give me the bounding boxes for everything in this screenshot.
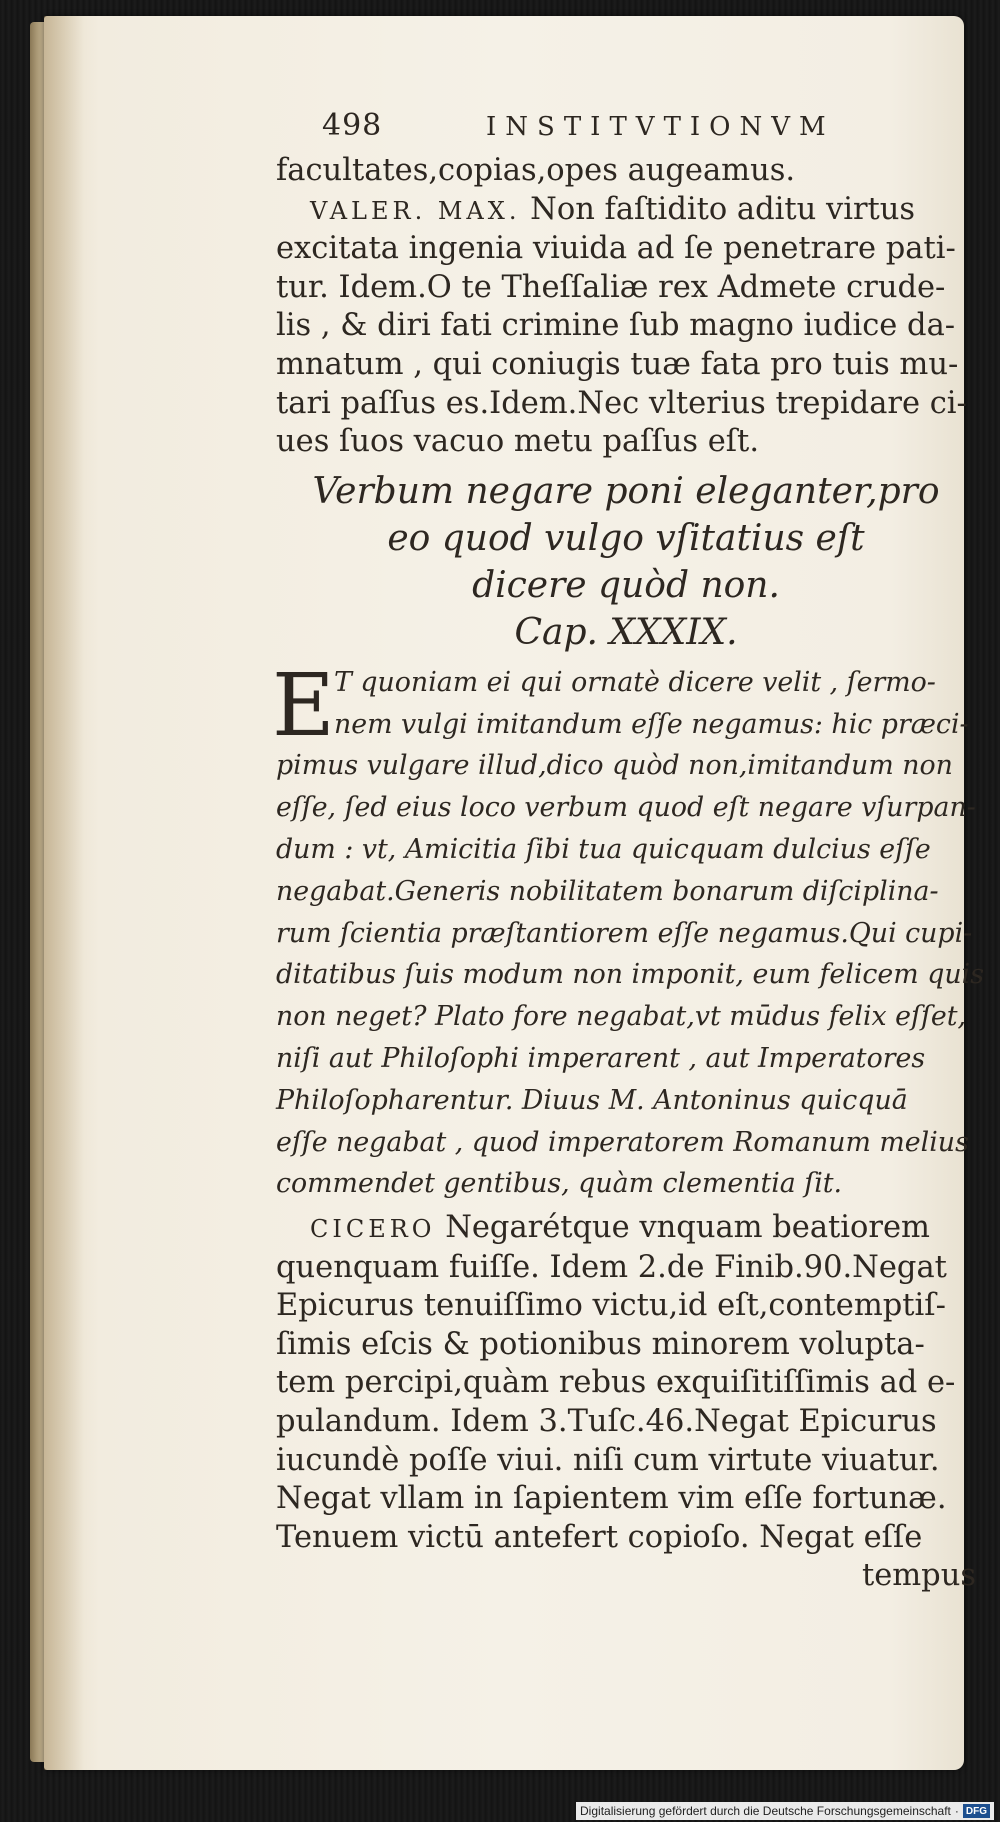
catchword: tempus — [861, 1558, 976, 1594]
text-line: nem vulgi imitandum eſſe negamus: hic præci- — [334, 708, 969, 740]
text-line: tari paſſus es.Idem.Nec vlterius trepidare ci- — [276, 385, 967, 421]
text-line: ues ſuos vacuo metu paſſus eſt. — [276, 424, 760, 460]
text-line: negabat.Generis nobilitatem bonarum diſciplina- — [276, 875, 939, 907]
book-page — [44, 16, 984, 1770]
text-line: Epicurus tenuiſſimo victu,id eſt,contemptiſ- — [276, 1288, 946, 1324]
text-line-fragment: Non faſtidito aditu virtus — [530, 191, 916, 227]
author-name-valerius: VALER. MAX. — [310, 196, 521, 225]
text-line — [276, 1209, 976, 1249]
heading-line: eo quod vulgo vſitatius eſt — [387, 517, 865, 559]
text-line: Negat vllam in ſapientem vim eſſe fortunæ. — [276, 1481, 947, 1517]
chapter-number: Cap. XXXIX. — [514, 611, 738, 653]
text-line: eſſe negabat , quod imperatorem Romanum melius — [276, 1126, 969, 1158]
text-line: dum : vt, Amicitia ſibi tua quicquam dulcius eſſe — [276, 833, 931, 865]
author-name-cicero: CICERO — [310, 1215, 436, 1244]
text-line: excitata ingenia viuida ad ſe penetrare pati- — [276, 231, 956, 267]
notice-text: Digitalisierung gefördert durch die Deutsche Forschungsgemeinschaft — [580, 1804, 951, 1818]
notice-separator: · — [954, 1804, 959, 1818]
paragraph-cicero — [276, 1209, 976, 1596]
running-head: INSTITVTIONVM — [486, 112, 835, 142]
drop-cap: E — [272, 655, 335, 756]
paragraph-italic — [272, 655, 984, 1205]
text-line: non neget? Plato fore negabat,vt mūdus felix eſſet, — [276, 1001, 967, 1033]
text-line: eſſe, ſed eius loco verbum quod eſt negare vſurpan- — [276, 792, 976, 824]
text-line: iucundè poſſe viui. niſi cum virtute viuatur. — [276, 1442, 940, 1478]
paragraph-valerius — [276, 152, 976, 462]
text-line: pulandum. Idem 3.Tuſc.46.Negat Epicurus — [276, 1404, 937, 1440]
text-line: ditatibus ſuis modum non imponit, eum felicem quis — [276, 959, 984, 991]
page-text-block — [272, 108, 984, 1596]
text-line-fragment: Negarétque vnquam beatiorem — [445, 1210, 930, 1246]
text-line: mnatum , qui coniugis tuæ fata pro tuis mu- — [276, 346, 959, 382]
digitization-notice — [576, 1802, 994, 1820]
text-line: lis , & diri fati crimine ſub magno iudice da- — [276, 308, 956, 344]
heading-line: dicere quòd non. — [472, 564, 780, 606]
page-header — [276, 108, 976, 152]
text-line: Tenuem victū antefert copioſo. Negat eſſe — [276, 1519, 923, 1555]
text-line: T quoniam ei qui ornatè dicere velit , ſermo- — [334, 666, 936, 698]
text-line: tem percipi,quàm rebus exquiſitiſſimis ad e- — [276, 1365, 956, 1401]
page-number: 498 — [322, 108, 383, 143]
chapter-heading — [276, 468, 976, 656]
text-line: commendet gentibus, quàm clementia ſit. — [276, 1168, 843, 1200]
text-line: niſi aut Philoſophi imperarent , aut Imperatores — [276, 1042, 926, 1074]
text-line — [276, 191, 976, 231]
page-gutter-shadow — [44, 16, 84, 1770]
text-line: quenquam fuiſſe. Idem 2.de Finib.90.Negat — [276, 1249, 947, 1285]
text-line: facultates,copias,opes augeamus. — [276, 153, 796, 188]
text-line: Philoſopharentur. Diuus M. Antoninus quicquā — [276, 1084, 908, 1116]
dfg-logo-icon: DFG — [963, 1804, 990, 1818]
text-line: ſimis eſcis & potionibus minorem volupta- — [276, 1326, 925, 1362]
heading-line: Verbum negare poni eleganter,pro — [312, 470, 940, 512]
text-line: rum ſcientia præſtantiorem eſſe negamus.Qui cupi- — [276, 917, 973, 949]
text-line: tur. Idem.O te Theſſaliæ rex Admete crude- — [276, 269, 946, 305]
text-line: pimus vulgare illud,dico quòd non,imitandum non — [276, 750, 953, 782]
